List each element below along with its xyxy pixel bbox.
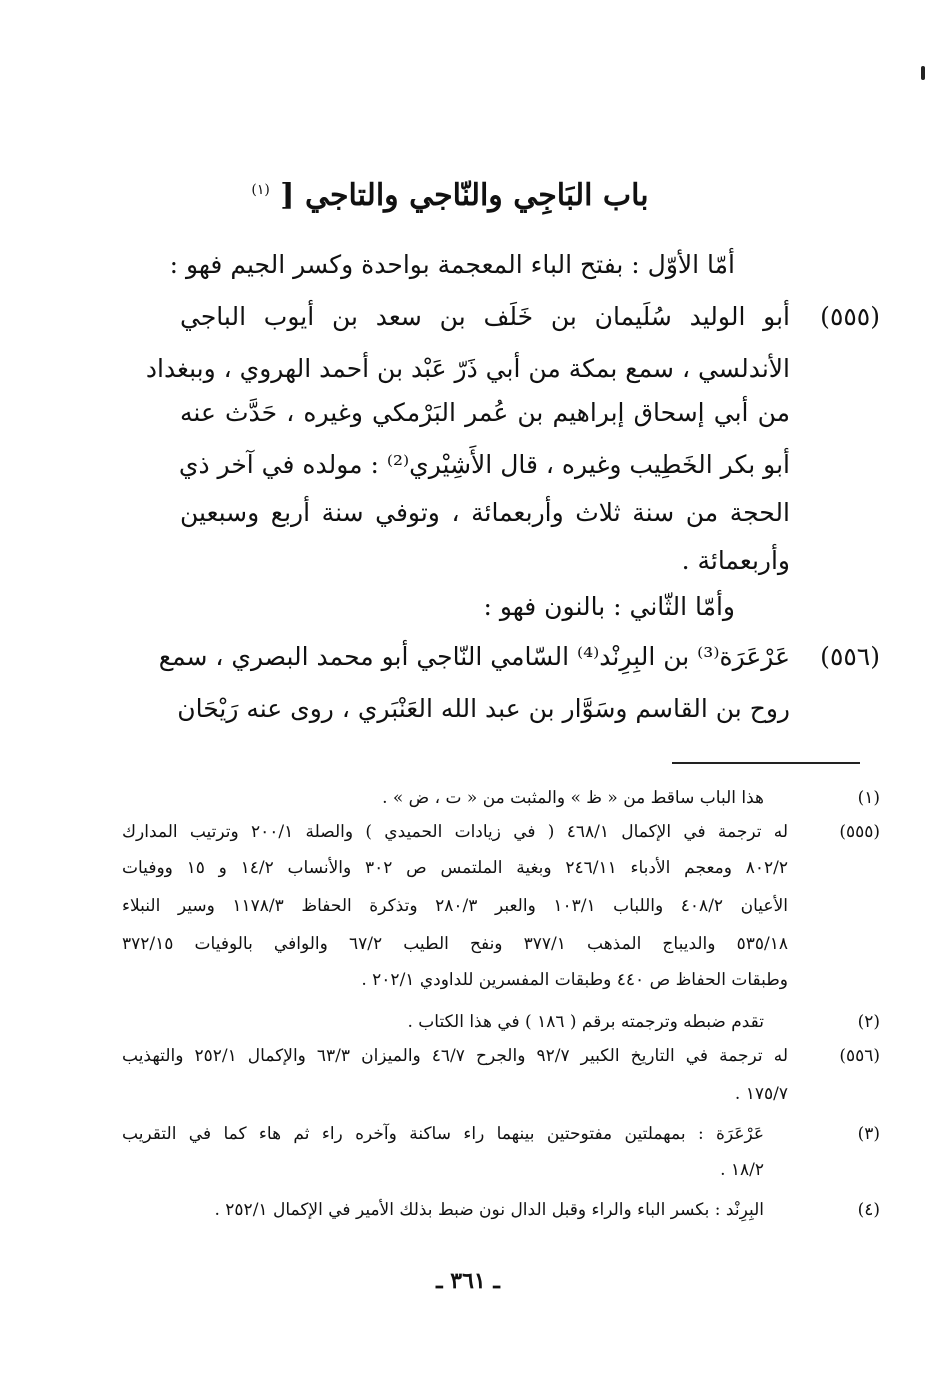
- footnote-number-2: (٢): [857, 1012, 880, 1032]
- entry-555-line-2: الأندلسي ، سمع بمكة من أبي ذَرّ عَبْد بن أحمد الهروي ، وببغداد: [145, 354, 790, 383]
- margin-mark: [921, 66, 925, 80]
- footnote-555-line-5: وطبقات الحفاظ ص ٤٤٠ وطبقات المفسرين للداودي ٢٠٢/١ .: [361, 970, 788, 990]
- entry-556-line-1: عَرْعَرَة⁽³⁾ بن البِرِنْد⁽⁴⁾ السّامي النّاجي أبو محمد البصري ، سمع: [158, 642, 790, 671]
- footnote-555-line-4: ٥٣٥/١٨ والديباج المذهب ٣٧٧/١ ونفح الطيب ٦٧/٢ والوافي بالوفيات ٣٧٢/١٥: [122, 934, 788, 954]
- footnote-3-line-2: ١٨/٢ .: [720, 1160, 764, 1180]
- page-number: ـ ٣٦١ ـ: [436, 1268, 500, 1294]
- heading-bracket: [: [280, 178, 295, 213]
- entry-number-556: (٥٥٦): [820, 642, 880, 671]
- footnote-2-line-1: تقدم ضبطه وترجمته برقم ( ١٨٦ ) في هذا الكتاب .: [407, 1012, 764, 1032]
- footnote-number-555: (٥٥٥): [839, 822, 880, 842]
- footnote-555-line-3: الأعيان ٤٠٨/٢ واللباب ١٠٣/١ والعبر ٢٨٠/٣ وتذكرة الحفاظ ١١٧٨/٣ وسير النبلاء: [122, 896, 788, 916]
- section-intro-first: أمّا الأوّل : بفتح الباء المعجمة بواحدة وكسر الجيم فهو :: [169, 250, 735, 279]
- footnote-556-line-2: ١٧٥/٧ .: [734, 1084, 788, 1104]
- entry-555-line-1: أبو الوليد سُلَيمان بن خَلَف بن سعد بن أيوب الباجي: [180, 302, 790, 331]
- footnote-1-line-1: هذا الباب ساقط من « ظ » والمثبت من « ت ، ض » .: [382, 788, 764, 808]
- entry-556-line-2: روح بن القاسم وسَوَّار بن عبد الله العَنْبَري ، روى عنه رَيْحَان: [177, 694, 790, 723]
- entry-number-555: (٥٥٥): [820, 302, 880, 331]
- chapter-heading: [180, 178, 720, 213]
- footnote-3-line-1: عَرْعَرَة : بمهملتين مفتوحتين بينهما راء ساكنة وآخره راء ثم هاء كما في التقريب: [122, 1124, 764, 1144]
- footnote-555-line-2: ٨٠٢/٢ ومعجم الأدباء ٢٤٦/١١ وبغية الملتمس ص ٣٠٢ والأنساب ١٤/٢ و ١٥ ووفيات: [122, 858, 788, 878]
- footnote-number-1: (١): [857, 788, 880, 808]
- footnote-number-3: (٣): [857, 1124, 880, 1144]
- heading-footnote-ref: (١): [251, 182, 270, 198]
- footnote-separator: [672, 762, 860, 764]
- footnote-4-line-1: البِرِنْد : بكسر الباء والراء وقبل الدال نون ضبط بذلك الأمير في الإكمال ٢٥٢/١ .: [214, 1200, 764, 1220]
- footnote-number-4: (٤): [857, 1200, 880, 1220]
- entry-555-line-5: الحجة من سنة ثلاث وأربعمائة ، وتوفي سنة أربع وسبعين: [180, 498, 790, 527]
- entry-555-line-6: وأربعمائة .: [681, 546, 790, 575]
- entry-555-line-3: من أبي إسحاق إبراهيم بن عُمر البَرْمكي وغيره ، حَدَّث عنه: [180, 398, 790, 427]
- section-intro-second: وأمّا الثّاني : بالنون فهو :: [483, 592, 735, 621]
- heading-title: باب البَاجِي والنّاجي والتاجي: [304, 178, 649, 213]
- footnote-555-line-1: له ترجمة في الإكمال ٤٦٨/١ ( في زيادات الحميدي ) والصلة ٢٠٠/١ وترتيب المدارك: [122, 822, 789, 842]
- footnote-556-line-1: له ترجمة في التاريخ الكبير ٩٢/٧ والجرح ٤٦/٧ والميزان ٦٣/٣ والإكمال ٢٥٢/١ والتهذيب: [122, 1046, 789, 1066]
- footnote-number-556: (٥٥٦): [839, 1046, 880, 1066]
- entry-555-line-4: أبو بكر الخَطِيب وغيره ، قال الأَشِيْري⁽²⁾ : مولده في آخر ذي: [178, 450, 790, 479]
